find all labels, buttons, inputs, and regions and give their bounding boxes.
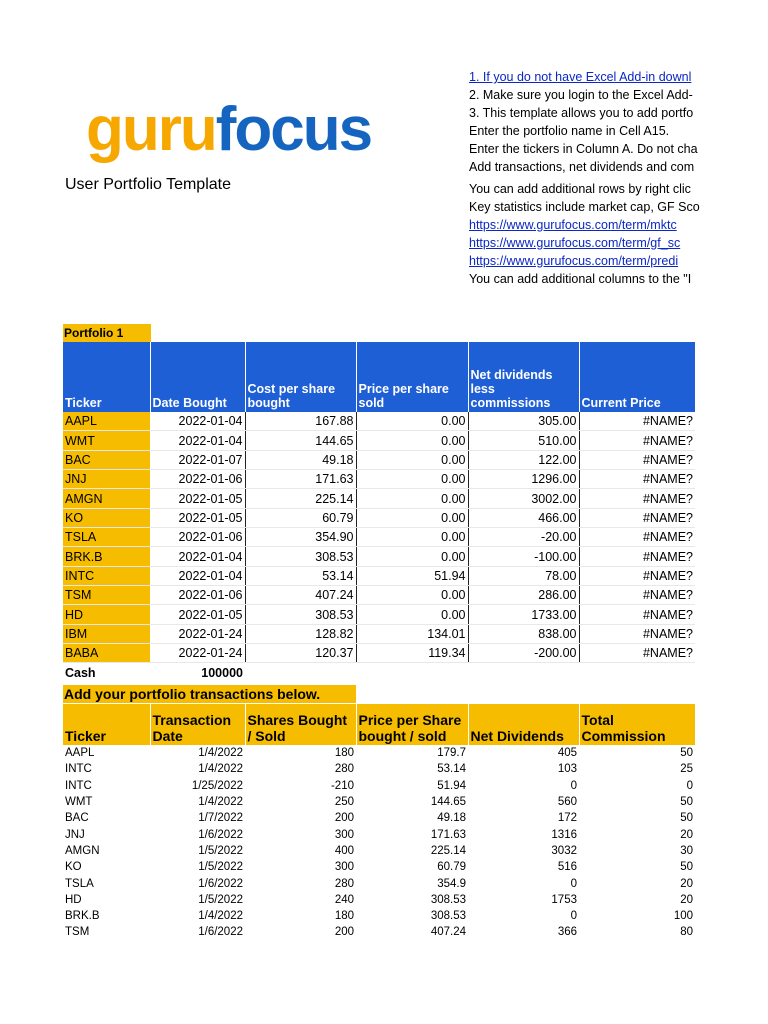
table-cell[interactable]: 1/25/2022 bbox=[191, 779, 243, 792]
ticker-cell[interactable]: AMGN bbox=[65, 844, 100, 857]
empty-cell[interactable] bbox=[245, 663, 356, 682]
table-cell[interactable]: 300 bbox=[334, 828, 354, 841]
table-cell[interactable]: 2022-01-04 bbox=[150, 412, 245, 431]
table-cell[interactable]: 51.94 bbox=[356, 566, 468, 585]
table-cell[interactable]: 20 bbox=[680, 828, 693, 841]
instruction-link[interactable]: https://www.gurufocus.com/term/predi bbox=[469, 254, 679, 268]
table-cell[interactable]: -100.00 bbox=[468, 547, 579, 566]
table-cell[interactable]: 60.79 bbox=[437, 861, 466, 874]
table-cell[interactable]: 171.63 bbox=[430, 828, 466, 841]
table-cell[interactable]: 407.24 bbox=[430, 926, 466, 939]
ticker-cell[interactable]: KO bbox=[63, 508, 150, 527]
table-cell[interactable]: 180 bbox=[334, 747, 354, 760]
cash-row bbox=[63, 663, 695, 682]
instruction-line: You can add additional columns to the "I bbox=[469, 272, 692, 286]
portfolio-header[interactable]: Cost per share bought bbox=[245, 342, 356, 412]
table-cell[interactable]: #NAME? bbox=[579, 586, 695, 605]
table-cell[interactable]: 2022-01-06 bbox=[150, 470, 245, 489]
table-cell[interactable]: 0.00 bbox=[356, 450, 468, 469]
table-cell[interactable]: 1296.00 bbox=[468, 470, 579, 489]
instruction-link[interactable]: 1. If you do not have Excel Add-in downl bbox=[469, 70, 692, 84]
ticker-cell[interactable]: WMT bbox=[65, 796, 93, 809]
table-cell[interactable]: 1/6/2022 bbox=[198, 828, 243, 841]
table-cell[interactable]: #NAME? bbox=[579, 412, 695, 431]
table-cell[interactable]: 171.63 bbox=[245, 470, 356, 489]
portfolio-table bbox=[63, 342, 695, 682]
table-cell[interactable]: 2022-01-05 bbox=[150, 605, 245, 624]
ticker-cell[interactable]: JNJ bbox=[65, 828, 85, 841]
table-cell[interactable]: 0 bbox=[570, 779, 577, 792]
portfolio-header[interactable]: Current Price bbox=[579, 342, 695, 412]
table-cell[interactable]: 53.14 bbox=[437, 763, 466, 776]
transaction-row bbox=[63, 892, 695, 908]
instruction-line: Add transactions, net dividends and com bbox=[469, 160, 695, 174]
table-cell[interactable]: 466.00 bbox=[468, 508, 579, 527]
table-cell[interactable]: 286.00 bbox=[468, 586, 579, 605]
portfolio-row bbox=[63, 470, 695, 489]
transaction-row bbox=[63, 778, 695, 794]
table-cell[interactable]: 49.18 bbox=[437, 812, 466, 825]
cash-label[interactable]: Cash bbox=[63, 663, 150, 682]
portfolio-row bbox=[63, 586, 695, 605]
instruction-line: You can add additional rows by right clic bbox=[469, 182, 691, 196]
table-cell[interactable]: 1/5/2022 bbox=[198, 893, 243, 906]
table-cell[interactable]: 2022-01-04 bbox=[150, 431, 245, 450]
portfolio-row bbox=[63, 508, 695, 527]
table-cell[interactable]: 0.00 bbox=[356, 547, 468, 566]
portfolio-row bbox=[63, 566, 695, 585]
table-cell[interactable]: 2022-01-04 bbox=[150, 566, 245, 585]
page-subtitle: User Portfolio Template bbox=[65, 176, 231, 193]
portfolio-header[interactable]: Price per share sold bbox=[356, 342, 468, 412]
table-cell[interactable]: 1/7/2022 bbox=[198, 812, 243, 825]
cash-value[interactable]: 100000 bbox=[150, 663, 245, 682]
instruction-line: 2. Make sure you login to the Excel Add- bbox=[469, 88, 693, 102]
table-cell[interactable]: 240 bbox=[334, 893, 354, 906]
logo-focus: focus bbox=[215, 95, 372, 164]
table-cell[interactable]: 30 bbox=[680, 844, 693, 857]
table-cell[interactable]: 354.9 bbox=[437, 877, 466, 890]
portfolio-row bbox=[63, 431, 695, 450]
table-cell[interactable]: 308.53 bbox=[430, 893, 466, 906]
table-cell[interactable]: 1/5/2022 bbox=[198, 861, 243, 874]
portfolio-header[interactable]: Date Bought bbox=[150, 342, 245, 412]
table-cell[interactable]: 0.00 bbox=[356, 528, 468, 547]
table-cell[interactable]: 225.14 bbox=[430, 844, 466, 857]
table-cell[interactable]: #NAME? bbox=[579, 605, 695, 624]
ticker-cell[interactable]: AAPL bbox=[65, 747, 95, 760]
table-cell[interactable]: 300 bbox=[334, 861, 354, 874]
table-cell[interactable]: #NAME? bbox=[579, 624, 695, 643]
portfolio-row bbox=[63, 547, 695, 566]
table-cell[interactable]: #NAME? bbox=[579, 489, 695, 508]
table-cell[interactable]: 1316 bbox=[551, 828, 577, 841]
table-cell[interactable]: #NAME? bbox=[579, 450, 695, 469]
transaction-row bbox=[63, 924, 695, 940]
portfolio-row bbox=[63, 450, 695, 469]
portfolio-row bbox=[63, 528, 695, 547]
transaction-row bbox=[63, 843, 695, 859]
ticker-cell[interactable]: BRK.B bbox=[63, 547, 150, 566]
instruction-line: Enter the portfolio name in Cell A15. bbox=[469, 124, 670, 138]
table-cell[interactable]: 0 bbox=[570, 877, 577, 890]
ticker-cell[interactable]: AMGN bbox=[63, 489, 150, 508]
gurufocus-logo bbox=[86, 78, 376, 168]
table-cell[interactable]: 20 bbox=[680, 893, 693, 906]
table-cell[interactable]: 1733.00 bbox=[468, 605, 579, 624]
ticker-cell[interactable]: INTC bbox=[63, 566, 150, 585]
ticker-cell[interactable]: BAC bbox=[65, 812, 89, 825]
ticker-cell[interactable]: BABA bbox=[63, 644, 150, 663]
ticker-cell[interactable]: HD bbox=[63, 605, 150, 624]
transaction-row bbox=[63, 875, 695, 891]
table-cell[interactable]: 60.79 bbox=[245, 508, 356, 527]
table-cell[interactable]: 308.53 bbox=[430, 910, 466, 923]
ticker-cell[interactable]: HD bbox=[65, 893, 82, 906]
table-cell[interactable]: #NAME? bbox=[579, 566, 695, 585]
table-cell[interactable]: 49.18 bbox=[245, 450, 356, 469]
table-cell[interactable]: 0.00 bbox=[356, 586, 468, 605]
table-cell[interactable]: 400 bbox=[334, 844, 354, 857]
table-cell[interactable]: 167.88 bbox=[245, 412, 356, 431]
table-cell[interactable]: 2022-01-24 bbox=[150, 644, 245, 663]
empty-cell[interactable] bbox=[468, 663, 579, 682]
table-cell[interactable]: 80 bbox=[680, 926, 693, 939]
table-cell[interactable]: -210 bbox=[330, 779, 354, 792]
ticker-cell[interactable]: INTC bbox=[65, 779, 92, 792]
instruction-line: 3. This template allows you to add portfo bbox=[469, 106, 694, 120]
table-cell[interactable]: 407.24 bbox=[245, 586, 356, 605]
ticker-cell[interactable]: AAPL bbox=[63, 412, 150, 431]
table-cell[interactable]: 53.14 bbox=[245, 566, 356, 585]
table-cell[interactable]: #NAME? bbox=[579, 528, 695, 547]
table-cell[interactable]: 122.00 bbox=[468, 450, 579, 469]
table-cell[interactable]: -200.00 bbox=[468, 644, 579, 663]
table-cell[interactable]: 305.00 bbox=[468, 412, 579, 431]
table-cell[interactable]: -20.00 bbox=[468, 528, 579, 547]
instruction-link[interactable]: https://www.gurufocus.com/term/mktc bbox=[469, 218, 677, 232]
table-cell[interactable]: 308.53 bbox=[245, 605, 356, 624]
table-cell[interactable]: 2022-01-06 bbox=[150, 528, 245, 547]
table-cell[interactable]: 51.94 bbox=[437, 779, 466, 792]
portfolio-row bbox=[63, 605, 695, 624]
ticker-cell[interactable]: BRK.B bbox=[65, 910, 100, 923]
ticker-cell[interactable]: IBM bbox=[63, 624, 150, 643]
table-cell[interactable]: 172 bbox=[557, 812, 577, 825]
table-cell[interactable]: 2022-01-07 bbox=[150, 450, 245, 469]
table-cell[interactable]: 1/4/2022 bbox=[198, 910, 243, 923]
table-cell[interactable]: 134.01 bbox=[356, 624, 468, 643]
table-cell[interactable]: 250 bbox=[334, 796, 354, 809]
table-cell[interactable]: 100 bbox=[673, 910, 693, 923]
table-cell[interactable]: 1/4/2022 bbox=[198, 763, 243, 776]
ticker-cell[interactable]: TSM bbox=[63, 586, 150, 605]
portfolio-header[interactable]: Net dividends less commissions bbox=[468, 342, 579, 412]
table-cell[interactable]: 0.00 bbox=[356, 489, 468, 508]
transaction-row bbox=[63, 826, 695, 842]
ticker-cell[interactable]: WMT bbox=[63, 431, 150, 450]
ticker-cell[interactable]: INTC bbox=[65, 763, 92, 776]
transaction-row bbox=[63, 794, 695, 810]
table-cell[interactable]: 405 bbox=[557, 747, 577, 760]
table-cell[interactable]: 50 bbox=[680, 812, 693, 825]
table-cell[interactable]: 50 bbox=[680, 861, 693, 874]
table-cell[interactable]: 280 bbox=[334, 763, 354, 776]
table-cell[interactable]: 2022-01-24 bbox=[150, 624, 245, 643]
table-cell[interactable]: 200 bbox=[334, 926, 354, 939]
table-cell[interactable]: 1/6/2022 bbox=[198, 926, 243, 939]
transactions-title: Add your portfolio transactions below. bbox=[63, 685, 356, 703]
table-cell[interactable]: 280 bbox=[334, 877, 354, 890]
table-cell[interactable]: 0 bbox=[686, 779, 693, 792]
portfolio-header[interactable]: Ticker bbox=[63, 342, 150, 412]
table-cell[interactable]: 50 bbox=[680, 796, 693, 809]
transactions-table bbox=[63, 704, 695, 941]
instruction-line: Enter the tickers in Column A. Do not cha bbox=[469, 142, 698, 156]
instructions-block bbox=[469, 68, 768, 288]
transactions-header[interactable]: Ticker bbox=[63, 704, 150, 745]
table-cell[interactable]: 0.00 bbox=[356, 470, 468, 489]
svg-text:gurufocus bbox=[86, 95, 371, 164]
table-cell[interactable]: 1/6/2022 bbox=[198, 877, 243, 890]
empty-cell[interactable] bbox=[579, 663, 695, 682]
table-cell[interactable]: 128.82 bbox=[245, 624, 356, 643]
table-cell[interactable]: #NAME? bbox=[579, 508, 695, 527]
transactions-header[interactable]: Total Commission bbox=[579, 704, 695, 745]
table-cell[interactable]: #NAME? bbox=[579, 470, 695, 489]
transactions-header[interactable]: Transaction Date bbox=[150, 704, 245, 745]
instruction-line: Key statistics include market cap, GF Sco bbox=[469, 200, 700, 214]
table-cell[interactable]: 0.00 bbox=[356, 508, 468, 527]
ticker-cell[interactable]: TSLA bbox=[63, 528, 150, 547]
table-cell[interactable]: 20 bbox=[680, 877, 693, 890]
table-cell[interactable]: 838.00 bbox=[468, 624, 579, 643]
table-cell[interactable]: 0.00 bbox=[356, 412, 468, 431]
transaction-row bbox=[63, 761, 695, 777]
table-cell[interactable]: #NAME? bbox=[579, 431, 695, 450]
transaction-row bbox=[63, 745, 695, 761]
table-cell[interactable]: 179.7 bbox=[437, 747, 466, 760]
table-cell[interactable]: 180 bbox=[334, 910, 354, 923]
instruction-link[interactable]: https://www.gurufocus.com/term/gf_sc bbox=[469, 236, 681, 250]
table-cell[interactable]: 354.90 bbox=[245, 528, 356, 547]
table-cell[interactable]: 0.00 bbox=[356, 605, 468, 624]
table-cell[interactable]: 1/5/2022 bbox=[198, 844, 243, 857]
table-cell[interactable]: 0.00 bbox=[356, 431, 468, 450]
table-cell[interactable]: 0 bbox=[570, 910, 577, 923]
table-cell[interactable]: 3002.00 bbox=[468, 489, 579, 508]
transaction-row bbox=[63, 810, 695, 826]
portfolio-name-cell[interactable]: Portfolio 1 bbox=[63, 324, 151, 342]
table-cell[interactable]: 78.00 bbox=[468, 566, 579, 585]
table-cell[interactable]: 2022-01-04 bbox=[150, 547, 245, 566]
ticker-cell[interactable]: TSM bbox=[65, 926, 90, 939]
table-cell[interactable]: 2022-01-05 bbox=[150, 489, 245, 508]
table-cell[interactable]: 119.34 bbox=[356, 644, 468, 663]
logo-guru: guru bbox=[86, 95, 216, 164]
portfolio-row bbox=[63, 489, 695, 508]
table-cell[interactable]: 1753 bbox=[551, 893, 577, 906]
table-cell[interactable]: 366 bbox=[557, 926, 577, 939]
table-cell[interactable]: 25 bbox=[680, 763, 693, 776]
table-cell[interactable]: 560 bbox=[557, 796, 577, 809]
table-cell[interactable]: 2022-01-05 bbox=[150, 508, 245, 527]
table-cell[interactable]: 200 bbox=[334, 812, 354, 825]
table-cell[interactable]: #NAME? bbox=[579, 644, 695, 663]
table-cell[interactable]: 225.14 bbox=[245, 489, 356, 508]
portfolio-row bbox=[63, 624, 695, 643]
empty-cell[interactable] bbox=[356, 663, 468, 682]
table-cell[interactable]: 308.53 bbox=[245, 547, 356, 566]
ticker-cell[interactable]: TSLA bbox=[65, 877, 94, 890]
table-cell[interactable]: 1/4/2022 bbox=[198, 747, 243, 760]
transaction-row bbox=[63, 859, 695, 875]
table-cell[interactable]: 50 bbox=[680, 747, 693, 760]
table-cell[interactable]: 510.00 bbox=[468, 431, 579, 450]
table-cell[interactable]: 103 bbox=[557, 763, 577, 776]
table-cell[interactable]: 120.37 bbox=[245, 644, 356, 663]
table-cell[interactable]: 1/4/2022 bbox=[198, 796, 243, 809]
portfolio-row bbox=[63, 412, 695, 431]
ticker-cell[interactable]: BAC bbox=[63, 450, 150, 469]
table-cell[interactable]: 144.65 bbox=[430, 796, 466, 809]
table-cell[interactable]: #NAME? bbox=[579, 547, 695, 566]
portfolio-row bbox=[63, 644, 695, 663]
ticker-cell[interactable]: KO bbox=[65, 861, 82, 874]
table-cell[interactable]: 144.65 bbox=[245, 431, 356, 450]
table-cell[interactable]: 2022-01-06 bbox=[150, 586, 245, 605]
transactions-header[interactable]: Price per Share bought / sold bbox=[356, 704, 468, 745]
transactions-header[interactable]: Net Dividends bbox=[468, 704, 579, 745]
transaction-row bbox=[63, 908, 695, 924]
table-cell[interactable]: 3032 bbox=[551, 844, 577, 857]
table-cell[interactable]: 516 bbox=[557, 861, 577, 874]
ticker-cell[interactable]: JNJ bbox=[63, 470, 150, 489]
transactions-header[interactable]: Shares Bought / Sold bbox=[245, 704, 356, 745]
